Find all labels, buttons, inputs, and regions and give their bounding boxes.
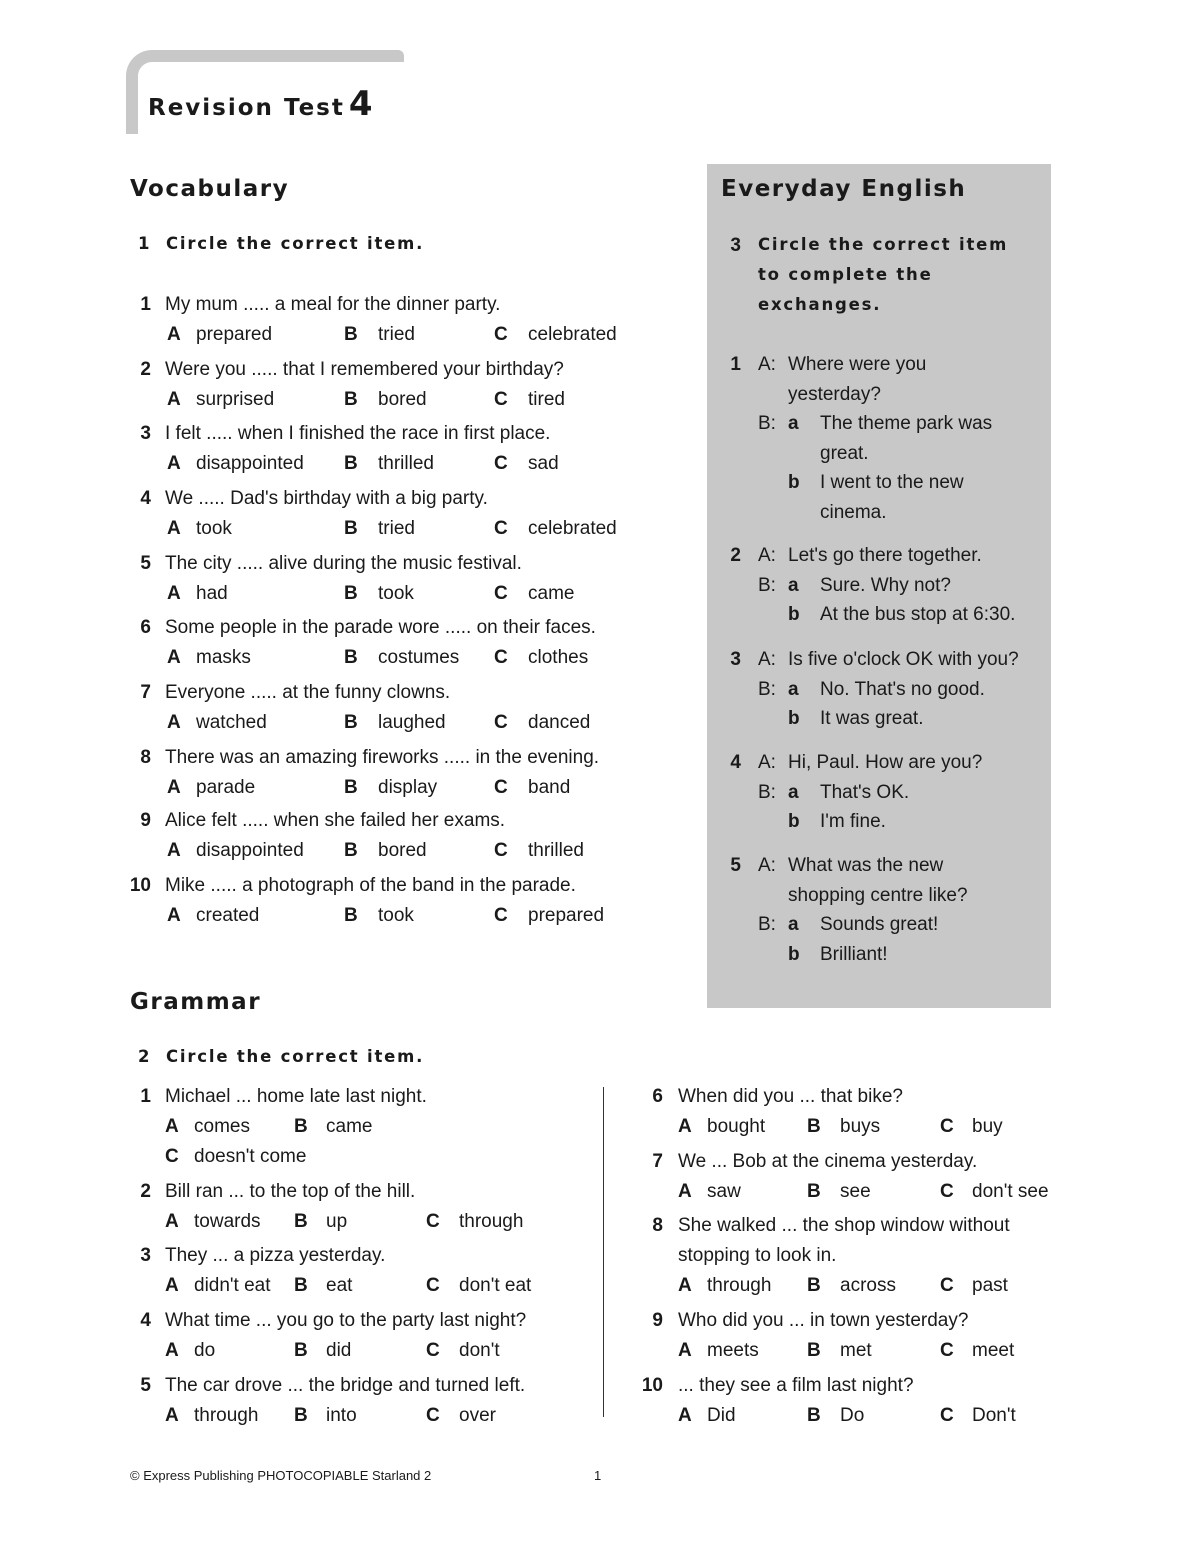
option-letter-c: C xyxy=(494,840,508,861)
option-a-text: had xyxy=(196,583,228,604)
question-text: She walked ... the shop window without xyxy=(678,1215,1010,1236)
option-letter-c: C xyxy=(494,583,508,604)
option-c-text: past xyxy=(972,1275,1008,1296)
option-a-text: through xyxy=(707,1275,772,1296)
option-letter-b: B xyxy=(807,1340,821,1361)
option-letter-c: C xyxy=(494,518,508,539)
option-letter-b: B xyxy=(344,583,358,604)
option-letter-a: A xyxy=(165,1211,179,1232)
option-b-text: took xyxy=(378,583,414,604)
option-letter-b: B xyxy=(344,905,358,926)
question-text: Alice felt ..... when she failed her exams. xyxy=(165,810,506,831)
option-letter-b: B xyxy=(344,518,358,539)
option-b-text: see xyxy=(840,1181,871,1202)
exchange-number: 2 xyxy=(730,545,741,566)
everyday-english-heading: Everyday English xyxy=(721,176,967,202)
option-b-line: I went to the new xyxy=(820,472,964,493)
option-c-text: prepared xyxy=(528,905,605,926)
option-letter-a: A xyxy=(167,389,181,410)
option-letter-c: C xyxy=(426,1405,440,1426)
question-number: 4 xyxy=(140,1310,151,1331)
option-letter-b: B xyxy=(807,1405,821,1426)
speaker-b-label: B: xyxy=(758,914,776,935)
option-b-text: buys xyxy=(840,1116,881,1137)
question-number: 2 xyxy=(140,1181,151,1202)
option-letter-c: C xyxy=(494,324,508,345)
option-b-text: bored xyxy=(378,389,427,410)
option-b-text: took xyxy=(378,905,414,926)
question-text: What time ... you go to the party last night? xyxy=(165,1310,527,1331)
option-letter-c: C xyxy=(494,453,508,474)
option-letter-b: B xyxy=(294,1340,308,1361)
question-number: 8 xyxy=(140,747,151,768)
option-a-text: watched xyxy=(196,712,267,733)
option-b-text: came xyxy=(326,1116,373,1137)
question-number: 1 xyxy=(140,294,151,315)
option-letter-b: B xyxy=(344,324,358,345)
option-c-text: band xyxy=(528,777,571,798)
question-text: There was an amazing fireworks ..... in the evening. xyxy=(165,747,600,768)
option-letter-b: B xyxy=(294,1405,308,1426)
footer-copyright: © Express Publishing PHOTOCOPIABLE Starland 2 xyxy=(130,1468,432,1483)
question-number: 4 xyxy=(140,488,151,509)
option-letter-a: A xyxy=(678,1275,692,1296)
option-a-text: surprised xyxy=(196,389,275,410)
option-a-text: masks xyxy=(196,647,251,668)
option-letter-b: B xyxy=(344,777,358,798)
option-b-text: thrilled xyxy=(378,453,434,474)
option-letter-a: A xyxy=(165,1275,179,1296)
footer-page-number: 1 xyxy=(594,1468,602,1483)
question-text: Michael ... home late last night. xyxy=(165,1086,427,1107)
option-c-text: over xyxy=(459,1405,496,1426)
option-c-text: meet xyxy=(972,1340,1015,1361)
option-c-text: don't xyxy=(459,1340,500,1361)
option-a-text: didn't eat xyxy=(194,1275,271,1296)
option-letter-b: B xyxy=(807,1116,821,1137)
option-a-text: bought xyxy=(707,1116,766,1137)
option-letter-b: B xyxy=(344,712,358,733)
question-number: 6 xyxy=(140,617,151,638)
exchange-number: 3 xyxy=(730,649,741,670)
speaker-b-label: B: xyxy=(758,574,776,596)
question-number: 5 xyxy=(140,553,151,574)
option-b-text: met xyxy=(840,1340,872,1361)
option-b-text: eat xyxy=(326,1275,353,1296)
option-letter-c: C xyxy=(940,1275,954,1296)
option-letter-c: C xyxy=(494,389,508,410)
option-b-text: across xyxy=(840,1275,896,1296)
vocabulary-instruction xyxy=(138,234,424,253)
option-c-text: doesn't come xyxy=(194,1146,307,1167)
option-letter-a: A xyxy=(165,1116,179,1137)
option-letter-a: a xyxy=(788,413,799,434)
title-text: Revision Test xyxy=(148,95,345,121)
option-letter-b: B xyxy=(294,1275,308,1296)
option-c-text: came xyxy=(528,583,575,604)
option-c-text: buy xyxy=(972,1116,1003,1137)
option-a-line: The theme park was xyxy=(820,413,993,434)
option-letter-a: A xyxy=(678,1340,692,1361)
vocabulary-heading: Vocabulary xyxy=(130,176,290,202)
option-a-text: disappointed xyxy=(196,453,304,474)
instruction-number: 3 xyxy=(730,235,741,256)
option-a-line: That's OK. xyxy=(820,781,910,803)
question-number: 3 xyxy=(140,1245,151,1266)
speaker-a-label: A: xyxy=(758,354,776,375)
speaker-b-label: B: xyxy=(758,678,776,700)
option-a-text: took xyxy=(196,518,232,539)
option-letter-c: C xyxy=(940,1405,954,1426)
option-letter-c: C xyxy=(426,1340,440,1361)
question-text: When did you ... that bike? xyxy=(678,1086,903,1107)
speaker-b-label: B: xyxy=(758,781,776,803)
column-divider xyxy=(603,1087,604,1417)
option-letter-b: b xyxy=(788,708,800,729)
option-b-text: costumes xyxy=(378,647,460,668)
option-letter-b: B xyxy=(344,389,358,410)
option-b-text: bored xyxy=(378,840,427,861)
speaker-a-line: Hi, Paul. How are you? xyxy=(788,752,983,773)
question-number: 7 xyxy=(140,682,151,703)
speaker-a-line: shopping centre like? xyxy=(788,884,968,906)
option-letter-a: a xyxy=(788,781,799,803)
option-c-text: Don't xyxy=(972,1405,1016,1426)
question-text: They ... a pizza yesterday. xyxy=(165,1245,386,1266)
question-text: The city ..... alive during the music festival. xyxy=(165,553,522,574)
option-letter-a: A xyxy=(678,1181,692,1202)
option-letter-a: a xyxy=(788,678,799,700)
option-letter-a: A xyxy=(167,453,181,474)
option-a-text: comes xyxy=(194,1116,250,1137)
question-number: 2 xyxy=(140,359,151,380)
speaker-a-line: Where were you xyxy=(788,354,927,375)
option-letter-b: B xyxy=(294,1211,308,1232)
option-letter-b: b xyxy=(788,811,800,832)
option-letter-b: B xyxy=(807,1181,821,1202)
option-b-text: up xyxy=(326,1211,348,1232)
option-letter-c: C xyxy=(494,712,508,733)
option-letter-a: A xyxy=(167,777,181,798)
option-letter-b: B xyxy=(344,840,358,861)
option-letter-a: A xyxy=(165,1340,179,1361)
option-b-line: At the bus stop at 6:30. xyxy=(820,604,1016,625)
option-letter-b: b xyxy=(788,604,800,625)
instruction-number: 2 xyxy=(138,1047,152,1066)
instruction-text: Circle the correct item. xyxy=(166,234,425,253)
option-letter-a: a xyxy=(788,914,799,935)
option-letter-c: C xyxy=(494,777,508,798)
question-text: My mum ..... a meal for the dinner party. xyxy=(165,294,501,315)
option-c-text: clothes xyxy=(528,647,589,668)
option-a-text: saw xyxy=(707,1181,741,1202)
option-letter-b: B xyxy=(344,453,358,474)
option-letter-a: A xyxy=(167,518,181,539)
option-letter-b: b xyxy=(788,472,800,493)
option-letter-a: A xyxy=(167,840,181,861)
option-c-text: don't eat xyxy=(459,1275,532,1296)
option-c-text: sad xyxy=(528,453,559,474)
option-a-text: disappointed xyxy=(196,840,304,861)
option-letter-c: C xyxy=(940,1181,954,1202)
instruction-number: 1 xyxy=(138,234,152,253)
option-a-line: No. That's no good. xyxy=(820,678,985,700)
option-letter-c: C xyxy=(494,905,508,926)
speaker-a-line: Is five o'clock OK with you? xyxy=(788,649,1019,670)
option-letter-a: A xyxy=(167,905,181,926)
option-a-text: created xyxy=(196,905,260,926)
question-text: Who did you ... in town yesterday? xyxy=(678,1310,969,1331)
option-letter-b: b xyxy=(788,943,800,965)
option-b-text: laughed xyxy=(378,712,446,733)
question-text: Mike ..... a photograph of the band in the parade. xyxy=(165,875,576,896)
option-b-line: It was great. xyxy=(820,708,924,729)
option-a-text: Did xyxy=(707,1405,736,1426)
exchange-number: 1 xyxy=(730,354,741,375)
speaker-a-line: yesterday? xyxy=(788,383,881,405)
speaker-a-line: Let's go there together. xyxy=(788,545,982,566)
option-letter-a: A xyxy=(167,647,181,668)
question-number: 1 xyxy=(140,1086,151,1107)
option-c-text: celebrated xyxy=(528,324,617,345)
option-a-text: towards xyxy=(194,1211,261,1232)
question-text: We ... Bob at the cinema yesterday. xyxy=(678,1151,978,1172)
speaker-a-label: A: xyxy=(758,752,776,773)
question-text: Some people in the parade wore ..... on their faces. xyxy=(165,617,596,638)
question-number: 7 xyxy=(652,1151,663,1172)
option-letter-a: A xyxy=(165,1405,179,1426)
option-letter-a: a xyxy=(788,574,799,596)
question-number: 3 xyxy=(140,423,151,444)
question-text: ... they see a film last night? xyxy=(678,1375,914,1396)
speaker-b-label: B: xyxy=(758,413,776,434)
option-letter-c: C xyxy=(426,1275,440,1296)
option-letter-c: C xyxy=(494,647,508,668)
question-text: Bill ran ... to the top of the hill. xyxy=(165,1181,416,1202)
option-letter-a: A xyxy=(167,324,181,345)
option-b-text: did xyxy=(326,1340,352,1361)
option-letter-b: B xyxy=(807,1275,821,1296)
option-b-text: tried xyxy=(378,324,415,345)
option-letter-a: A xyxy=(678,1405,692,1426)
question-number: 8 xyxy=(652,1215,663,1236)
option-a-text: prepared xyxy=(196,324,273,345)
everyday-instruction: Circle the correct item to complete the exchanges. xyxy=(758,235,1009,314)
option-letter-b: B xyxy=(294,1116,308,1137)
question-number: 9 xyxy=(140,810,151,831)
option-a-text: do xyxy=(194,1340,216,1361)
option-b-line: cinema. xyxy=(820,501,887,523)
option-letter-c: C xyxy=(426,1211,440,1232)
question-text: stopping to look in. xyxy=(678,1245,837,1266)
option-c-text: thrilled xyxy=(528,840,584,861)
question-number: 10 xyxy=(641,1375,663,1396)
option-b-text: into xyxy=(326,1405,357,1426)
option-c-text: celebrated xyxy=(528,518,617,539)
speaker-a-label: A: xyxy=(758,649,776,670)
option-c-text: don't see xyxy=(972,1181,1049,1202)
question-text: The car drove ... the bridge and turned left. xyxy=(165,1375,526,1396)
speaker-a-line: What was the new xyxy=(788,855,944,876)
question-text: Everyone ..... at the funny clowns. xyxy=(165,682,451,703)
speaker-a-label: A: xyxy=(758,855,776,876)
option-b-text: display xyxy=(378,777,438,798)
option-b-line: Brilliant! xyxy=(820,943,888,965)
option-letter-c: C xyxy=(940,1340,954,1361)
question-text: Were you ..... that I remembered your birthday? xyxy=(165,359,564,380)
option-a-line: Sure. Why not? xyxy=(820,574,951,596)
option-letter-a: A xyxy=(167,583,181,604)
option-letter-c: C xyxy=(940,1116,954,1137)
option-a-text: through xyxy=(194,1405,259,1426)
question-number: 9 xyxy=(652,1310,663,1331)
option-letter-c: C xyxy=(165,1146,179,1167)
grammar-heading: Grammar xyxy=(130,989,262,1015)
question-number: 5 xyxy=(140,1375,151,1396)
option-a-line: Sounds great! xyxy=(820,914,939,935)
page-title xyxy=(148,84,373,124)
question-number: 6 xyxy=(652,1086,663,1107)
option-letter-a: A xyxy=(678,1116,692,1137)
option-c-text: danced xyxy=(528,712,591,733)
question-text: We ..... Dad's birthday with a big party. xyxy=(165,488,488,509)
option-b-text: tried xyxy=(378,518,415,539)
exchange-number: 5 xyxy=(730,855,741,876)
option-a-line: great. xyxy=(820,442,869,464)
question-number: 10 xyxy=(129,875,151,896)
option-a-text: meets xyxy=(707,1340,759,1361)
question-text: I felt ..... when I finished the race in first place. xyxy=(165,423,551,444)
option-b-line: I'm fine. xyxy=(820,811,886,832)
option-b-text: Do xyxy=(840,1405,865,1426)
option-letter-b: B xyxy=(344,647,358,668)
option-c-text: tired xyxy=(528,389,565,410)
option-a-text: parade xyxy=(196,777,256,798)
grammar-instruction xyxy=(138,1047,424,1066)
exchange-number: 4 xyxy=(730,752,741,773)
instruction-text: Circle the correct item. xyxy=(166,1047,425,1066)
speaker-a-label: A: xyxy=(758,545,776,566)
option-letter-a: A xyxy=(167,712,181,733)
option-c-text: through xyxy=(459,1211,524,1232)
title-number: 4 xyxy=(348,84,373,124)
